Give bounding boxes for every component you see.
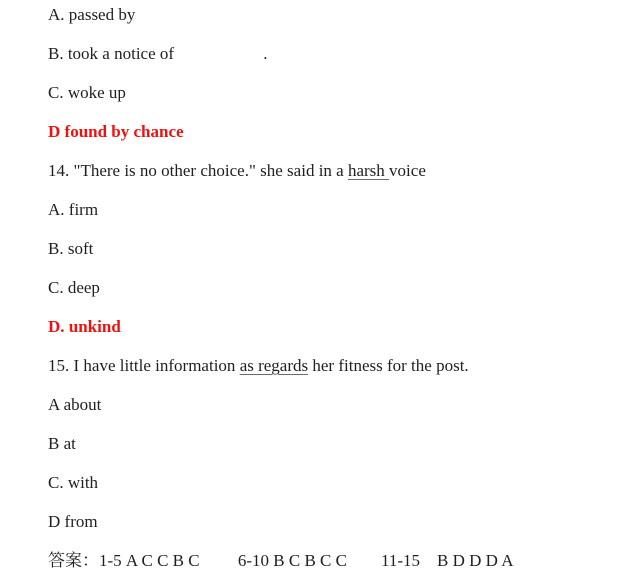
q15-option-b: [48, 435, 610, 452]
q15-option-c-run-0: C. with: [48, 473, 99, 492]
q14-answer-d: [48, 318, 610, 335]
q13-answer-d-run-0: D found by chance: [48, 122, 184, 141]
answer-key: [48, 552, 610, 569]
q15-option-d-run-0: D from: [48, 512, 98, 531]
document-text-block: [48, 6, 610, 569]
q14-stem: [48, 162, 610, 179]
q15-option-a-run-0: A about: [48, 395, 102, 414]
q13-option-a: [48, 6, 610, 23]
q14-option-c-run-0: C. deep: [48, 278, 100, 297]
q13-option-c: [48, 84, 610, 101]
q13-option-c-run-0: C. woke up: [48, 83, 126, 102]
answer-key-run-0: 答案：1-5 A C C B C 6-10 B C B C C 11-15 B D D D A: [48, 551, 514, 570]
q14-stem-run-1: harsh: [347, 161, 390, 180]
q15-stem: [48, 357, 610, 374]
q15-option-b-run-0: B at: [48, 434, 76, 453]
q13-option-b: [48, 45, 610, 62]
q15-option-c: [48, 474, 610, 491]
q13-answer-d: [48, 123, 610, 140]
q14-option-c: [48, 279, 610, 296]
q15-stem-run-1: as regards: [239, 356, 309, 375]
q14-option-a: [48, 201, 610, 218]
q15-option-a: [48, 396, 610, 413]
q13-option-a-run-0: A. passed by: [48, 5, 136, 24]
q14-option-b: [48, 240, 610, 257]
q14-option-b-run-0: B. soft: [48, 239, 94, 258]
q14-stem-run-0: 14. "There is no other choice." she said in a: [48, 161, 348, 180]
q13-option-b-run-0: B. took a notice of .: [48, 44, 268, 63]
q14-answer-d-run-0: D. unkind: [48, 317, 121, 336]
q15-option-d: [48, 513, 610, 530]
q15-stem-run-0: 15. I have little information: [48, 356, 240, 375]
q14-option-a-run-0: A. firm: [48, 200, 99, 219]
q15-stem-run-2: her fitness for the post.: [308, 356, 469, 375]
q14-stem-run-2: voice: [389, 161, 426, 180]
